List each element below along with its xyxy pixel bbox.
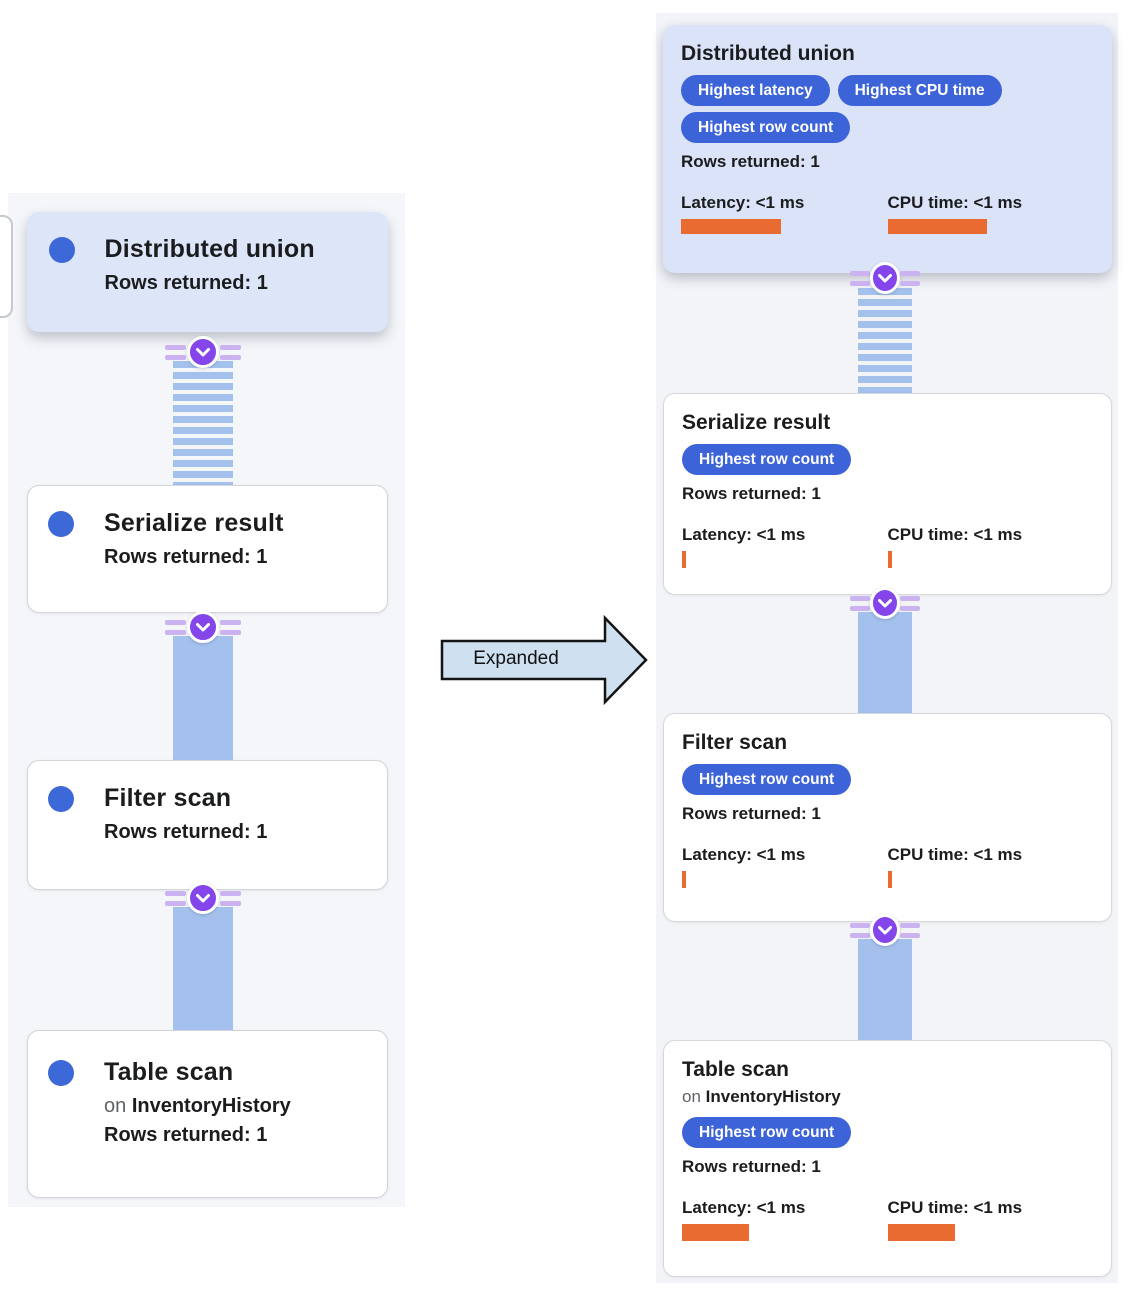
connector-stripe-marks — [165, 891, 186, 906]
node-title: Serialize result — [104, 509, 284, 537]
cpu-time-label: CPU time: <1 ms — [887, 845, 1023, 864]
node-title: Distributed union — [104, 235, 315, 263]
chevron-down-icon[interactable] — [870, 914, 900, 946]
clipped-node-card-fragment — [0, 215, 13, 318]
connector-expand-control[interactable] — [850, 914, 920, 946]
connector-stripe-marks — [220, 620, 241, 635]
latency-label: Latency: <1 ms — [682, 525, 806, 544]
connector-stripe-marks — [220, 891, 241, 906]
node-card-filter-scan-expanded[interactable] — [663, 713, 1112, 922]
connector-stripe-marks — [900, 923, 920, 938]
connector-stripe-marks — [850, 271, 870, 286]
highest-row-count-badge: Highest row count — [681, 112, 850, 143]
connector-expand-control[interactable] — [165, 336, 241, 368]
node-title: Table scan — [682, 1058, 789, 1081]
chevron-down-icon[interactable] — [870, 262, 900, 294]
connector-distributed-union-serialize — [173, 361, 233, 485]
highest-row-count-badge: Highest row count — [682, 764, 851, 795]
chevron-down-icon[interactable] — [187, 611, 219, 643]
rows-returned-label: Rows returned: 1 — [104, 1124, 268, 1146]
node-dot-icon — [48, 786, 74, 812]
rows-returned-label: Rows returned: 1 — [681, 152, 820, 171]
latency-label: Latency: <1 ms — [682, 845, 806, 864]
cpu-time-label: CPU time: <1 ms — [887, 525, 1023, 544]
connector-expand-control[interactable] — [850, 262, 920, 294]
connector-stripe-marks — [165, 345, 186, 360]
rows-returned-label: Rows returned: 1 — [682, 804, 821, 823]
latency-bar — [682, 871, 686, 888]
chevron-down-icon[interactable] — [870, 587, 900, 619]
highest-cpu-time-badge: Highest CPU time — [838, 75, 1002, 106]
node-title: Table scan — [104, 1058, 234, 1086]
connector-expand-control[interactable] — [850, 587, 920, 619]
chevron-down-icon[interactable] — [187, 882, 219, 914]
connector-expand-control[interactable] — [165, 611, 241, 643]
latency-bar — [682, 551, 686, 568]
latency-label: Latency: <1 ms — [681, 193, 805, 212]
connector-stripe-marks — [850, 596, 870, 611]
connector-stripe-marks — [850, 923, 870, 938]
connector-distributed-union-serialize — [858, 288, 912, 393]
latency-label: Latency: <1 ms — [682, 1198, 806, 1217]
cpu-time-bar — [888, 551, 892, 568]
connector-serialize-filter — [173, 636, 233, 760]
table-name: InventoryHistory — [131, 1095, 291, 1117]
node-title: Filter scan — [104, 784, 232, 812]
connector-filter-table — [858, 939, 912, 1040]
node-card-table-scan-expanded[interactable] — [663, 1040, 1112, 1277]
rows-returned-label: Rows returned: 1 — [682, 1157, 821, 1176]
node-dot-icon — [48, 1060, 74, 1086]
cpu-time-bar — [888, 1224, 955, 1241]
node-title: Distributed union — [681, 42, 855, 65]
highest-row-count-badge: Highest row count — [682, 1117, 851, 1148]
connector-serialize-filter — [858, 612, 912, 713]
node-dot-icon — [48, 511, 74, 537]
node-title: Serialize result — [682, 411, 831, 434]
chevron-down-icon[interactable] — [187, 336, 219, 368]
latency-bar — [681, 219, 781, 234]
connector-expand-control[interactable] — [165, 882, 241, 914]
rows-returned-label: Rows returned: 1 — [104, 272, 268, 294]
node-card-table-scan[interactable] — [27, 1030, 388, 1198]
connector-stripe-marks — [900, 596, 920, 611]
cpu-time-label: CPU time: <1 ms — [887, 1198, 1023, 1217]
rows-returned-label: Rows returned: 1 — [104, 546, 268, 568]
scan-target-label: on InventoryHistory — [682, 1087, 841, 1106]
connector-stripe-marks — [220, 345, 241, 360]
node-card-distributed-union-expanded[interactable] — [663, 25, 1112, 273]
connector-stripe-marks — [165, 620, 186, 635]
cpu-time-bar — [888, 219, 987, 234]
scan-target-label: on InventoryHistory — [104, 1095, 291, 1117]
node-card-serialize-result-expanded[interactable] — [663, 393, 1112, 595]
latency-bar — [682, 1224, 749, 1241]
rows-returned-label: Rows returned: 1 — [104, 821, 268, 843]
node-card-serialize-result[interactable] — [27, 485, 388, 613]
expanded-annotation-label: Expanded — [473, 648, 559, 669]
node-card-filter-scan[interactable] — [27, 760, 388, 890]
table-name: InventoryHistory — [705, 1087, 841, 1106]
node-dot-icon — [49, 237, 75, 263]
highest-latency-badge: Highest latency — [681, 75, 830, 106]
connector-filter-table — [173, 907, 233, 1030]
cpu-time-label: CPU time: <1 ms — [887, 193, 1023, 212]
cpu-time-bar — [888, 871, 892, 888]
rows-returned-label: Rows returned: 1 — [682, 484, 821, 503]
node-title: Filter scan — [682, 731, 788, 754]
node-card-distributed-union[interactable] — [27, 212, 388, 332]
connector-stripe-marks — [900, 271, 920, 286]
highest-row-count-badge: Highest row count — [682, 444, 851, 475]
